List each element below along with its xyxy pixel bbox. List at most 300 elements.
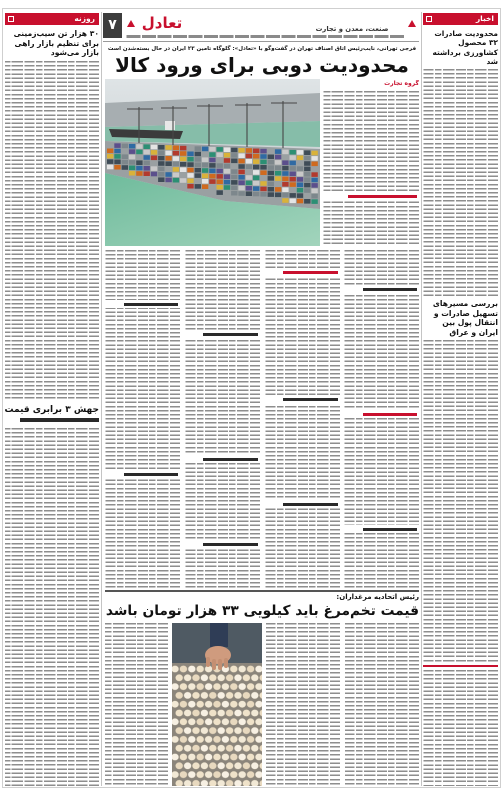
- shipping-container: [231, 186, 237, 191]
- shipping-container: [282, 193, 288, 198]
- egg: [251, 762, 259, 769]
- shipping-container: [224, 185, 230, 190]
- article-body-text: [345, 623, 419, 786]
- shipping-container: [217, 163, 223, 168]
- shipping-container: [275, 176, 281, 181]
- egg: [201, 780, 209, 786]
- egg: [184, 745, 192, 752]
- shipping-container: [297, 183, 303, 188]
- shipping-container: [224, 180, 230, 185]
- egg: [205, 701, 213, 708]
- shipping-container: [202, 157, 208, 162]
- egg: [213, 736, 221, 743]
- shipping-container: [275, 166, 281, 171]
- egg: [243, 710, 251, 717]
- shipping-container: [231, 191, 237, 196]
- shipping-container: [246, 159, 252, 164]
- shipping-container: [297, 188, 303, 193]
- egg: [222, 701, 230, 708]
- shipping-container: [311, 183, 317, 188]
- egg: [251, 710, 259, 717]
- shipping-container: [297, 177, 303, 182]
- subheading: [264, 268, 340, 276]
- egg: [230, 718, 238, 725]
- right-column-body-text: [423, 670, 498, 786]
- egg: [172, 736, 179, 743]
- shipping-container: [209, 147, 215, 152]
- shipping-container: [217, 153, 223, 158]
- shipping-container: [311, 194, 317, 199]
- egg: [172, 718, 179, 725]
- finger: [224, 658, 228, 668]
- egg: [188, 736, 196, 743]
- shipping-container: [304, 172, 310, 177]
- shipping-container: [304, 199, 310, 204]
- shipping-container: [195, 184, 201, 189]
- shipping-container: [217, 169, 223, 174]
- egg: [188, 771, 196, 778]
- shipping-container: [187, 152, 193, 157]
- masthead-rule: [103, 41, 419, 42]
- egg: [188, 666, 196, 673]
- egg: [238, 771, 246, 778]
- subheading: [323, 192, 419, 200]
- egg: [243, 762, 251, 769]
- shipping-container: [173, 173, 179, 178]
- egg: [226, 745, 234, 752]
- shipping-container: [268, 187, 274, 192]
- egg: [180, 736, 188, 743]
- shipping-container: [173, 156, 179, 161]
- shipping-container: [275, 187, 281, 192]
- shipping-container: [173, 162, 179, 167]
- egg: [222, 718, 230, 725]
- shipping-container: [260, 160, 266, 165]
- shipping-container: [290, 155, 296, 160]
- egg: [188, 683, 196, 690]
- egg: [217, 710, 225, 717]
- shipping-container: [187, 184, 193, 189]
- shipping-container: [260, 165, 266, 170]
- egg: [217, 780, 225, 786]
- shipping-container: [246, 154, 252, 159]
- shipping-container: [144, 155, 150, 160]
- egg: [205, 736, 213, 743]
- shipping-container: [268, 160, 274, 165]
- egg: [180, 718, 188, 725]
- shipping-container: [195, 163, 201, 168]
- shipping-container: [217, 147, 223, 152]
- egg: [184, 674, 192, 681]
- shipping-container: [122, 154, 128, 159]
- egg: [247, 736, 255, 743]
- shipping-container: [151, 156, 157, 161]
- shipping-container: [282, 166, 288, 171]
- subheading: [105, 470, 180, 478]
- shipping-container: [224, 158, 230, 163]
- egg: [180, 701, 188, 708]
- shipping-container: [165, 156, 171, 161]
- bottom-article-title: قیمت تخم‌مرغ باید کیلویی ۳۳ هزار تومان باشد: [105, 603, 419, 619]
- shipping-container: [187, 168, 193, 173]
- left-column-headline-2: جهش ۳ برابری قیمت: [5, 405, 99, 415]
- shipping-container: [122, 160, 128, 165]
- shipping-container: [304, 150, 310, 155]
- shipping-container: [202, 163, 208, 168]
- shipping-container: [304, 177, 310, 182]
- shipping-container: [187, 173, 193, 178]
- shipping-container: [165, 172, 171, 177]
- shipping-container: [282, 150, 288, 155]
- shipping-container: [275, 155, 281, 160]
- main-article-kicker: فرجی تهرانی، نایب‌رئیس اتاق اصناف تهران در گفت‌وگو با «تعادل»: گلوگاه تامین ۲۳ ایران در حال بسته‌شدن است: [107, 45, 417, 52]
- egg: [255, 666, 262, 673]
- egg: [209, 692, 217, 699]
- egg: [180, 683, 188, 690]
- subheading: [105, 300, 180, 308]
- egg: [209, 780, 217, 786]
- shipping-container: [231, 153, 237, 158]
- shipping-container: [136, 160, 142, 165]
- section-marker-icon: [426, 16, 432, 22]
- shipping-container: [260, 170, 266, 175]
- shipping-container: [224, 169, 230, 174]
- section-header-left-label: روزنه: [74, 14, 95, 23]
- shipping-container: [165, 178, 171, 183]
- egg: [192, 710, 200, 717]
- column-divider-right: [421, 12, 422, 786]
- shipping-container: [158, 177, 164, 182]
- shipping-container: [260, 192, 266, 197]
- shipping-container: [275, 160, 281, 165]
- shipping-container: [209, 174, 215, 179]
- shipping-container: [253, 149, 259, 154]
- egg: [213, 718, 221, 725]
- egg: [255, 771, 262, 778]
- shipping-container: [282, 182, 288, 187]
- egg: [238, 701, 246, 708]
- egg: [234, 780, 242, 786]
- egg: [247, 754, 255, 761]
- shipping-container: [275, 171, 281, 176]
- egg: [255, 683, 262, 690]
- subheading: [184, 540, 260, 548]
- shipping-container: [275, 193, 281, 198]
- shipping-container: [114, 149, 120, 154]
- shipping-container: [217, 185, 223, 190]
- shipping-container: [246, 186, 252, 191]
- shipping-container: [297, 199, 303, 204]
- shipping-container: [144, 144, 150, 149]
- egg: [209, 745, 217, 752]
- egg-tray-photo: [172, 623, 262, 786]
- egg: [184, 727, 192, 734]
- shipping-container: [282, 198, 288, 203]
- shipping-container: [297, 172, 303, 177]
- egg: [251, 692, 259, 699]
- egg: [226, 762, 234, 769]
- right-column-headline-1: محدودیت صادرات ۳۲ محصول کشاورزی برداشته شد: [432, 29, 498, 66]
- subheading: [344, 525, 419, 533]
- shipping-container: [144, 166, 150, 171]
- egg: [251, 745, 259, 752]
- port-container-photo: [105, 79, 320, 246]
- egg: [213, 701, 221, 708]
- egg: [188, 754, 196, 761]
- shipping-container: [268, 176, 274, 181]
- shipping-container: [282, 187, 288, 192]
- shipping-container: [144, 171, 150, 176]
- egg: [230, 701, 238, 708]
- shipping-container: [311, 151, 317, 156]
- egg: [251, 780, 259, 786]
- egg: [196, 718, 204, 725]
- shipping-container: [114, 154, 120, 159]
- column-divider-left: [101, 12, 102, 786]
- shipping-container: [238, 164, 244, 169]
- shipping-container: [238, 153, 244, 158]
- egg: [175, 780, 183, 786]
- shipping-container: [187, 162, 193, 167]
- shipping-container: [304, 161, 310, 166]
- shipping-container: [173, 151, 179, 156]
- egg: [192, 674, 200, 681]
- egg: [238, 718, 246, 725]
- shipping-container: [224, 164, 230, 169]
- shipping-container: [290, 161, 296, 166]
- shipping-container: [290, 150, 296, 155]
- egg: [226, 710, 234, 717]
- shipping-container: [114, 160, 120, 165]
- shipping-container: [122, 165, 128, 170]
- egg: [175, 762, 183, 769]
- shipping-container: [180, 178, 186, 183]
- shipping-container: [304, 156, 310, 161]
- shipping-container: [107, 159, 113, 164]
- egg: [172, 683, 179, 690]
- section-header-right-label: اخبار: [475, 14, 494, 23]
- section-header-right: [423, 13, 498, 25]
- egg: [217, 762, 225, 769]
- shipping-container: [311, 172, 317, 177]
- egg: [209, 710, 217, 717]
- egg: [234, 745, 242, 752]
- shipping-container: [282, 171, 288, 176]
- egg: [234, 710, 242, 717]
- shipping-container: [151, 172, 157, 177]
- shipping-container: [180, 167, 186, 172]
- shipping-container: [202, 168, 208, 173]
- egg: [243, 780, 251, 786]
- egg: [184, 780, 192, 786]
- shipping-container: [311, 178, 317, 183]
- shipping-container: [268, 165, 274, 170]
- egg: [188, 718, 196, 725]
- egg: [192, 745, 200, 752]
- shipping-container: [217, 180, 223, 185]
- article-body-text: [266, 623, 340, 786]
- shipping-container: [158, 172, 164, 177]
- dateline: [126, 35, 404, 38]
- shipping-container: [107, 149, 113, 154]
- subheading: [344, 285, 419, 293]
- egg: [230, 683, 238, 690]
- shipping-container: [268, 192, 274, 197]
- shipping-container: [158, 156, 164, 161]
- egg: [255, 718, 262, 725]
- shipping-container: [173, 167, 179, 172]
- egg: [222, 683, 230, 690]
- shipping-container: [290, 182, 296, 187]
- egg: [247, 771, 255, 778]
- shipping-container: [202, 184, 208, 189]
- shipping-container: [238, 148, 244, 153]
- shipping-container: [297, 193, 303, 198]
- shipping-container: [165, 151, 171, 156]
- shipping-container: [224, 174, 230, 179]
- egg: [222, 754, 230, 761]
- egg: [201, 762, 209, 769]
- egg: [255, 736, 262, 743]
- shipping-container: [304, 183, 310, 188]
- subheading: [184, 455, 260, 463]
- shipping-container: [129, 149, 135, 154]
- shipping-container: [231, 180, 237, 185]
- shipping-container: [136, 144, 142, 149]
- shipping-container: [195, 146, 201, 151]
- shipping-container: [122, 144, 128, 149]
- right-column-body-text: [423, 69, 498, 296]
- egg: [238, 683, 246, 690]
- egg: [222, 736, 230, 743]
- egg: [175, 674, 183, 681]
- shipping-container: [253, 176, 259, 181]
- shipping-container: [238, 170, 244, 175]
- shipping-container: [238, 159, 244, 164]
- shipping-container: [260, 181, 266, 186]
- shipping-container: [217, 174, 223, 179]
- shipping-container: [253, 159, 259, 164]
- shipping-container: [290, 166, 296, 171]
- shipping-container: [231, 175, 237, 180]
- shipping-container: [231, 169, 237, 174]
- right-column-divider: [423, 665, 498, 667]
- shipping-container: [151, 166, 157, 171]
- newspaper-logo: تعادل: [141, 14, 183, 32]
- shipping-container: [180, 157, 186, 162]
- page-number: ۷: [103, 13, 122, 38]
- shipping-container: [195, 152, 201, 157]
- egg: [192, 727, 200, 734]
- egg: [172, 701, 179, 708]
- shipping-container: [246, 164, 252, 169]
- shipping-container: [165, 161, 171, 166]
- shipping-container: [246, 148, 252, 153]
- shipping-container: [290, 177, 296, 182]
- finger: [206, 657, 210, 667]
- shipping-container: [246, 181, 252, 186]
- egg: [184, 762, 192, 769]
- egg: [217, 727, 225, 734]
- section-title: صنعت، معدن و تجارت: [315, 25, 389, 33]
- shipping-container: [282, 177, 288, 182]
- egg: [175, 692, 183, 699]
- egg: [243, 727, 251, 734]
- egg: [238, 736, 246, 743]
- shipping-container: [136, 166, 142, 171]
- egg: [172, 771, 179, 778]
- egg: [247, 683, 255, 690]
- shipping-container: [253, 154, 259, 159]
- shipping-container: [297, 150, 303, 155]
- subheading: [184, 330, 260, 338]
- shipping-container: [238, 191, 244, 196]
- shipping-container: [253, 186, 259, 191]
- shipping-container: [260, 187, 266, 192]
- egg: [213, 754, 221, 761]
- shipping-container: [304, 167, 310, 172]
- subheading: [264, 500, 340, 508]
- shipping-container: [304, 188, 310, 193]
- shipping-container: [202, 147, 208, 152]
- shipping-container: [311, 189, 317, 194]
- shipping-container: [290, 172, 296, 177]
- left-column-headline-1: ۳۰ هزار تن سیب‌زمینی برای تنظیم بازار راهی بازار می‌شود: [13, 29, 99, 57]
- egg: [230, 754, 238, 761]
- shipping-container: [260, 154, 266, 159]
- egg: [247, 666, 255, 673]
- egg: [226, 692, 234, 699]
- article-separator: [105, 590, 419, 592]
- egg: [247, 718, 255, 725]
- egg: [175, 745, 183, 752]
- shipping-container: [268, 155, 274, 160]
- egg: [201, 745, 209, 752]
- shipping-container: [129, 160, 135, 165]
- egg: [196, 754, 204, 761]
- article-body-text: [105, 623, 168, 786]
- shipping-container: [253, 165, 259, 170]
- main-article-title: محدودیت دوبی برای ورود کالا: [115, 53, 409, 77]
- shipping-container: [129, 144, 135, 149]
- shipping-container: [158, 145, 164, 150]
- egg: [192, 692, 200, 699]
- shipping-container: [195, 173, 201, 178]
- shipping-container: [165, 145, 171, 150]
- shipping-container: [144, 150, 150, 155]
- finger: [218, 659, 222, 670]
- shipping-container: [209, 152, 215, 157]
- right-column-body-text: [423, 340, 498, 662]
- section-header-left: [5, 13, 99, 25]
- egg: [238, 666, 246, 673]
- shipping-container: [209, 163, 215, 168]
- shipping-container: [238, 175, 244, 180]
- shipping-container: [114, 165, 120, 170]
- shipping-container: [275, 149, 281, 154]
- shipping-container: [151, 145, 157, 150]
- egg: [217, 745, 225, 752]
- egg: [230, 666, 238, 673]
- shipping-container: [297, 166, 303, 171]
- shipping-container: [282, 160, 288, 165]
- egg: [255, 701, 262, 708]
- shipping-container: [209, 169, 215, 174]
- egg: [234, 692, 242, 699]
- triangle-marker-icon: [408, 20, 416, 27]
- main-article-byline: گروه تجارت: [384, 80, 419, 87]
- shipping-container: [114, 143, 120, 148]
